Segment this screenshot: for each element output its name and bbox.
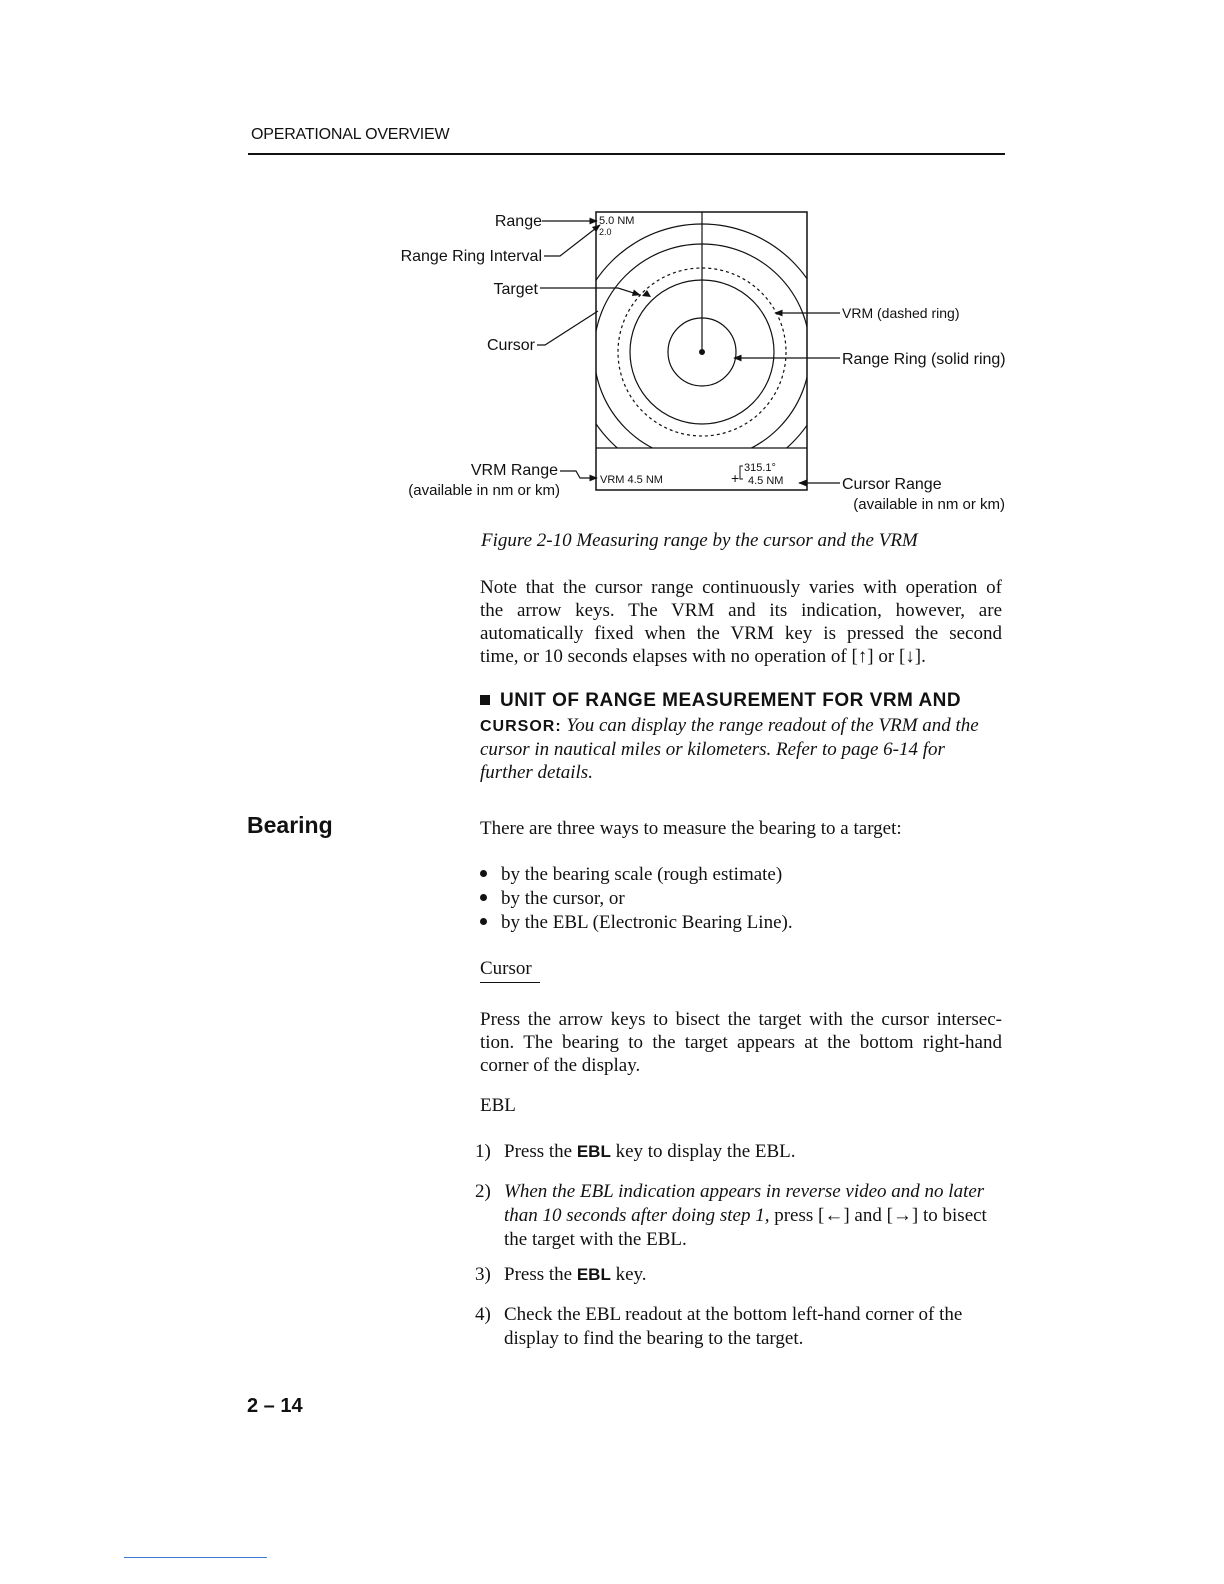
label-range-ring-interval: Range Ring Interval [400, 248, 542, 265]
own-ship-dot [699, 349, 705, 355]
ebl-step: 1) Press the EBL key to display the EBL. [475, 1141, 796, 1162]
label-cursor-range: Cursor Range [842, 476, 942, 493]
screen-range-value: 5.0 NM [599, 215, 635, 227]
screen-vrm-readout: VRM 4.5 NM [600, 474, 663, 486]
bullet-icon [480, 918, 487, 925]
list-item: by the bearing scale (rough estimate) [480, 863, 793, 887]
note-line: Note that the cursor range continuously varies with operation of [480, 577, 1002, 598]
radar-figure [380, 195, 1020, 525]
note-line: automatically fixed when the VRM key is pressed the second [480, 623, 1002, 644]
list-item: by the cursor, or [480, 887, 793, 911]
square-bullet-icon [480, 695, 490, 705]
unit-section [480, 690, 1002, 784]
footer-rule [124, 1557, 267, 1558]
note-line: the arrow keys. The VRM and its indication, however, are [480, 600, 1002, 621]
label-vrm-dashed: VRM (dashed ring) [842, 305, 960, 321]
ebl-step: 2) When the EBL indication appears in reverse video and no later than 10 seconds after doing step 1, press [←] and [→] to bisect the target with the EBL. [475, 1181, 987, 1250]
cursor-plus-icon: + [731, 470, 740, 486]
ebl-subheading: EBL [480, 1095, 516, 1116]
unit-lead: CURSOR: [480, 718, 562, 735]
unit-body-text: You can display the range readout of the VRM and the cursor in nautical miles or kilometers. Refer to page 6-14 for further details. [480, 715, 979, 783]
label-vrm-range-note: (available in nm or km) [408, 482, 560, 499]
label-cursor: Cursor [486, 337, 535, 354]
cursor-line: corner of the display. [480, 1055, 641, 1076]
cursor-line: tion. The bearing to the target appears at the bottom right-hand [480, 1032, 1002, 1053]
label-target: Target [493, 281, 538, 298]
section-title: Bearing [247, 812, 333, 838]
radar-screen [574, 212, 830, 490]
note-line: time, or 10 seconds elapses with no operation of [↑] or [↓]. [480, 646, 926, 667]
list-item: by the EBL (Electronic Bearing Line). [480, 911, 793, 935]
unit-body [480, 714, 1002, 784]
cursor-paragraph [480, 1008, 1002, 1077]
page-number: 2 – 14 [247, 1395, 303, 1417]
cursor-subheading: Cursor [480, 958, 532, 979]
figure-caption: Figure 2-10 Measuring range by the cursor and the VRM [481, 530, 918, 551]
bearing-methods-list [480, 863, 793, 935]
cursor-subheading-underline [480, 982, 540, 983]
unit-heading: UNIT OF RANGE MEASUREMENT FOR VRM AND [480, 690, 1002, 712]
running-header: OPERATIONAL OVERVIEW [251, 126, 450, 143]
bullet-icon [480, 894, 487, 901]
bullet-icon [480, 870, 487, 877]
header-rule [248, 153, 1005, 155]
screen-ring-interval: 2.0 [599, 227, 612, 237]
label-cursor-range-note: (available in nm or km) [853, 496, 1005, 513]
screen-cursor-bearing: 315.1° [744, 462, 776, 474]
note-paragraph [480, 576, 1002, 668]
ebl-step: 3) Press the EBL key. [475, 1264, 647, 1285]
ebl-step: 4) Check the EBL readout at the bottom left-hand corner of the display to find the bearing to the target. [475, 1304, 963, 1349]
cursor-line: Press the arrow keys to bisect the target with the cursor intersec- [480, 1009, 1002, 1030]
label-vrm-range: VRM Range [470, 462, 558, 479]
bearing-intro: There are three ways to measure the bearing to a target: [480, 818, 902, 839]
label-range-ring-solid: Range Ring (solid ring) [842, 351, 1006, 368]
label-range: Range [494, 213, 542, 230]
screen-cursor-range: 4.5 NM [748, 475, 784, 487]
